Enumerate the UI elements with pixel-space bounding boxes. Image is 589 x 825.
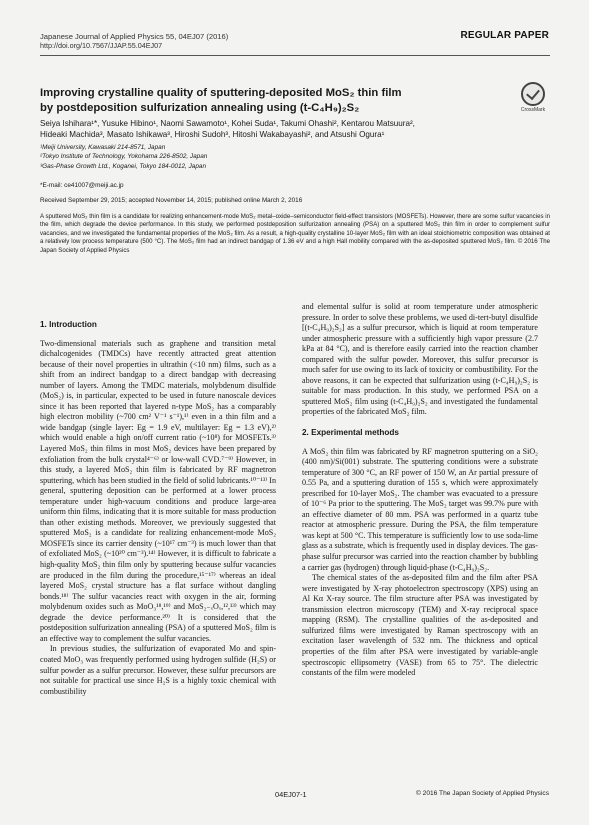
intro-paragraph-1: Two-dimensional materials such as graphene and transition metal dichalcogenides (TMDCs) have recently attracted great attention because of their novel properties in ultrathin (<10 nm) films, such as a shift from an indirect bandgap to a direct bandgap with decreasing number of layers. Among the TMDC materials, molybdenum disulfide (MoS₂) is, in particular, expected to be used in future nanoscale devices since it has been reported that layered n-type MoS₂ has a comparably high electron mobility (~700 cm² V⁻¹ s⁻¹),¹⁾ even in a thin film and a wide bandgap (single layer: Eg = 1.9 eV, multilayer: Eg = 1.3 eV),²⁾ which would enable a high on/off current ratio (~10⁸) for MOSFETs.³⁾ Layered MoS₂ thin films in most MoS₂ devices have been prepared by exfoliation from the bulk crystal⁴⁻⁶⁾ or low-wall CVD.⁷⁻⁹⁾ However, in this study, a layered MoS₂ thin film is fabricated by RF magnetron sputtering, which has been studied in the field of solid lubricants.¹⁰⁻¹³⁾ In general, sputtering deposition can be performed at a lower process temperature under high-vacuum conditions and produce large-area uniform thin films, indicating that it is more suitable for mass production than other existing methods. Moreover, we previously suggested that sputtered MoS₂ is a candidate for realizing enhancement-mode MoS₂ MOSFETs since its carrier density (~10¹⁷ cm⁻³) is much lower than that of exfoliated MoS₂ (~10²⁰ cm⁻³).¹⁴⁾ However, it is difficult to fabricate a high-quality MoS₂ thin film only by sputtering because sulfur vacancies are produced in the film during the procedure,¹⁵⁻¹⁷⁾ whereas an ideal layered MoS₂ crystal structure has a flat surface without dangling bonds.¹⁸⁾ The sulfur vacancies react with oxygen in the air, forming molybdenum oxides such as MoO₃¹⁸,¹⁹⁾ and MoS₂₋ₓOₓ,¹²,¹³⁾ which may degrade the device performance.²⁰⁾ It is considered that the postdeposition sulfurization annealing (PSA) of a sputtered MoS₂ film is an effective way to complement the sulfur vacancies. <box>40 338 276 643</box>
authors-line-2: Hideaki Machida³, Masato Ishikawa³, Hiroshi Sudoh³, Hitoshi Wakabayashi², and Atsushi Ogura¹ <box>40 129 385 139</box>
title-line-2: by postdeposition sulfurization annealing using (t-C₄H₉)₂S₂ <box>40 101 360 114</box>
section-1-heading: 1. Introduction <box>40 320 97 329</box>
methods-paragraph-2: The chemical states of the as-deposited film and the film after PSA were investigated by X-ray photoelectron spectroscopy (XPS) using an Al Kα X-ray source. The film structure after PSA was investigated by transmission electron microscopy (TEM) and X-ray reciprocal space mapping (RSM). The crystalline qualities of the as-deposited and sulfurized films were investigated by Raman spectroscopy with an excitation laser wavelength of 532 nm. The thickness and optical properties of the film after PSA were investigated by variable-angle spectroscopic ellipsometry (VASE) from 65 to 75°. The dielectric constants of the film were modeled <box>302 573 538 678</box>
article-title <box>40 86 510 115</box>
page-id: 04EJ07-1 <box>275 790 307 799</box>
doi-link[interactable]: http://doi.org/10.7567/JJAP.55.04EJ07 <box>40 41 163 50</box>
affiliations <box>40 143 540 171</box>
intro-paragraph-2: In previous studies, the sulfurization of evaporated Mo and spin-coated MoO₃ was frequently performed using hydrogen sulfide (H₂S) or sulfur powder as a sulfur precursor. However, these sulfur precursors are not suitable for practical use since H₂S is a highly toxic chemical with combustibility <box>40 644 276 696</box>
affiliation-2: ²Tokyo Institute of Technology, Yokohama 226-8502, Japan <box>40 153 208 161</box>
intro-paragraph-3: and elemental sulfur is solid at room temperature under atmospheric pressure. In order to solve these problems, we used di-tert-butyl disulfide [(t-C₄H₉)₂S₂] as a sulfur precursor, which is liquid at room temperature under atmospheric pressure with a sufficiently high vapor pressure (2.7 kPa at 84 °C), and is therefore easily carried into the reaction chamber compared with the sulfur powder. Moreover, this sulfur precursor is much safer for use owing to its lack of toxicity or combustibility. For the above reasons, it can be expected that sulfurization using (t-C₄H₉)₂S₂ is suitable for mass production. In this study, we performed PSA on a sputtered MoS₂ film using (t-C₄H₉)₂S₂ and investigated the fundamental properties of the fabricated MoS₂ film. <box>302 302 538 417</box>
methods-paragraph-1: A MoS₂ thin film was fabricated by RF magnetron sputtering on a SiO₂ (400 nm)/Si(001) substrate. The sputtering conditions were a substrate temperature of 300 °C, an RF power of 150 W, an Ar partial pressure of 0.55 Pa, and a sputtering duration of 155 s, which were approximately prescribed for 10-layer MoS₂. The chamber was evacuated to a pressure of 10⁻⁶ Pa prior to the sputtering. The MoS₂ target was 99.7% pure with an effective diameter of 80 mm. PSA was performed in a quartz tube reactor at atmospheric pressure. During the PSA, the film temperature was kept at 500 °C. This temperature is sufficiently low to use soda-lime glass as a substrate, which is frequently used in display devices. The gas-phase sulfur precursor was carried into the reaction chamber by bubbling a carrier gas (hydrogen) through liquid-phase (t-C₄H₉)₂S₂. <box>302 446 538 572</box>
authors-line-1: Seiya Ishihara¹*, Yusuke Hibino¹, Naomi Sawamoto¹, Kohei Suda¹, Takumi Ohashi², Kentarou Matsuura², <box>40 119 415 128</box>
crossmark-label: CrossMark <box>520 107 546 113</box>
author-list <box>40 119 540 140</box>
left-column <box>40 320 276 697</box>
header-rule <box>40 55 550 56</box>
section-2-heading: 2. Experimental methods <box>302 428 399 438</box>
affiliation-3: ³Gas-Phase Growth Ltd., Koganei, Tokyo 184-0012, Japan <box>40 162 207 170</box>
footer-copyright: © 2016 The Japan Society of Applied Physics <box>415 790 549 797</box>
affiliation-1: ¹Meiji University, Kawasaki 214-8571, Japan <box>40 144 166 151</box>
crossmark-badge[interactable] <box>520 82 546 113</box>
right-column <box>302 302 538 679</box>
journal-citation: Japanese Journal of Applied Physics 55, 04EJ07 (2016) <box>40 32 229 41</box>
title-line-1: Improving crystalline quality of sputtering-deposited MoS₂ thin film <box>40 87 402 99</box>
corresponding-email[interactable]: *E-mail: ce41007@meiji.ac.jp <box>40 182 124 189</box>
paper-type-label: REGULAR PAPER <box>460 30 549 41</box>
crossmark-icon <box>521 82 545 106</box>
received-dates: Received September 29, 2015; accepted November 14, 2015; published online March 2, 2016 <box>40 197 303 204</box>
journal-header <box>40 32 228 50</box>
abstract: A sputtered MoS₂ thin film is a candidate for realizing enhancement-mode MoS₂ metal–oxide–semiconductor field-effect transistors (MOSFETs). However, there are some sulfur vacancies in the film, which degrade the device performance. In this study, we performed postdeposition sulfurization annealing (PSA) on a sputtered MoS₂ thin film in order to complement sulfur vacancies, and we investigated the fundamental properties of the MoS₂ film. As a result, a high-quality crystalline 10-layer MoS₂ film with an ideal stoichiometric composition was obtained at a relatively low process temperature (500 °C). The MoS₂ film had an indirect bandgap of 1.36 eV and a high Hall mobility compared with the as-deposited sputtered MoS₂ film. © 2016 The Japan Society of Applied Physics <box>40 213 550 254</box>
